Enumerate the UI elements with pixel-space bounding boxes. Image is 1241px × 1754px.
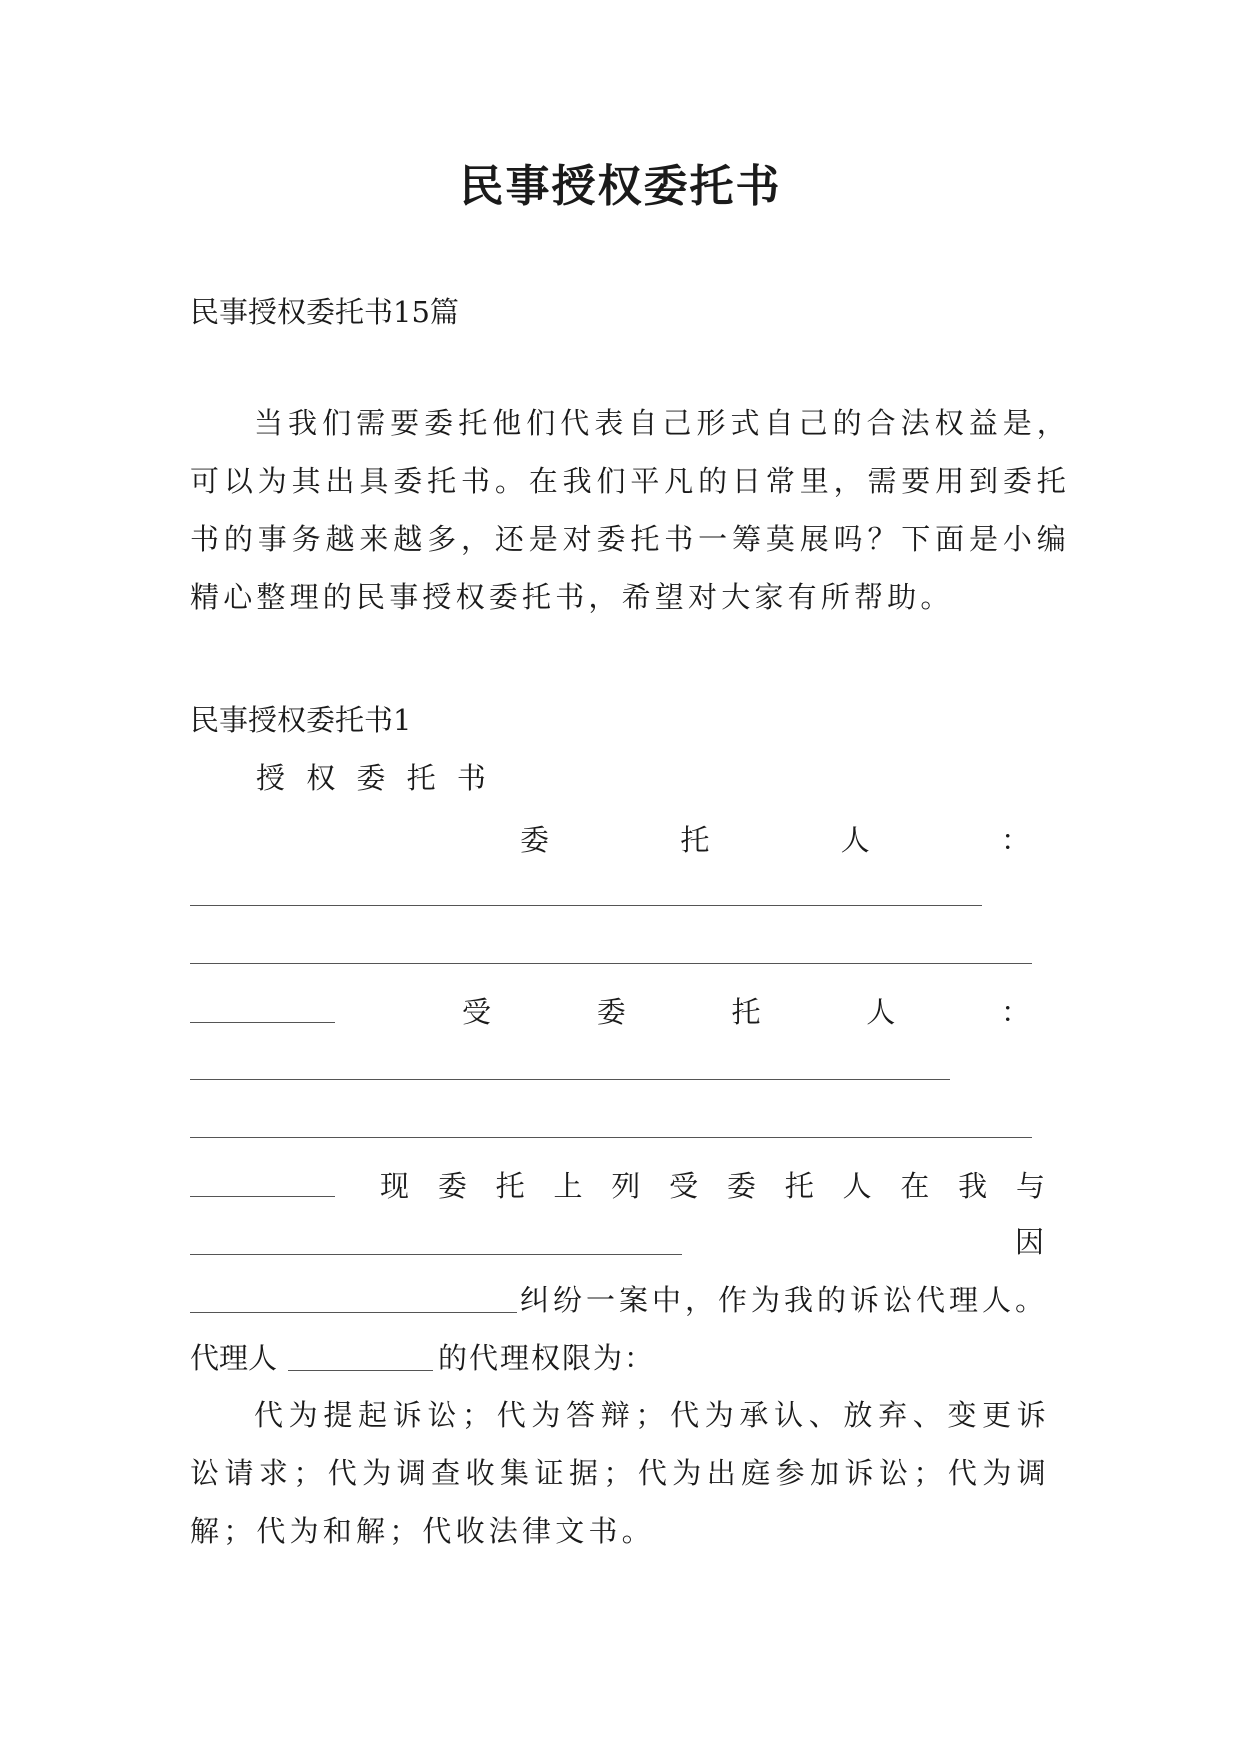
- agent-prefix: 代理人: [190, 1341, 278, 1375]
- agent-char: 受: [462, 994, 492, 1029]
- entrust-char: 人: [842, 1168, 872, 1203]
- intro-paragraph: 当我们需要委托他们代表自己形式自己的合法权益是，可以为其出具委托书。在我们平凡的日常里，需要用到委托书的事务越来越多，还是对委托书一筹莫展吗？下面是小编精心整理的民事授权委托书，希望对大家有所帮助。: [190, 406, 1070, 614]
- principal-blank-line-2[interactable]: [190, 963, 1032, 964]
- principal-char: 委: [520, 822, 550, 857]
- opponent-blank-line[interactable]: [190, 1254, 682, 1255]
- agent-char: 委: [596, 994, 626, 1029]
- powers-paragraph: 代为提起诉讼；代为答辩；代为承认、放弃、变更诉讼请求；代为调查收集证据；代为出庭参加诉讼；代为调解；代为和解；代收法律文书。: [190, 1398, 1050, 1548]
- entrust-char: 托: [784, 1168, 814, 1203]
- principal-char: 人: [840, 822, 870, 857]
- dispute-text: 纠纷一案中，作为我的诉讼代理人。: [520, 1283, 1049, 1317]
- entrust-char: 我: [958, 1168, 988, 1203]
- entrust-char: 委: [726, 1168, 756, 1203]
- agent-label: [462, 990, 1030, 1030]
- form-title: 授 权 委 托 书: [256, 761, 492, 795]
- agent-char: ：: [1000, 994, 1030, 1029]
- entrust-char: 列: [611, 1168, 641, 1203]
- section-heading: 民事授权委托书1: [190, 703, 412, 737]
- agent-blank-line-3[interactable]: [190, 1196, 335, 1197]
- document-title: 民事授权委托书: [459, 161, 782, 212]
- entrust-clause: [380, 1164, 1045, 1204]
- entrust-char: 与: [1015, 1168, 1045, 1203]
- entrust-char: 受: [669, 1168, 699, 1203]
- because-char: 因: [1015, 1225, 1045, 1259]
- principal-blank-line-3[interactable]: [190, 1022, 335, 1023]
- entrust-char: 在: [900, 1168, 930, 1203]
- entrust-char: 委: [437, 1168, 467, 1203]
- agent-char: 托: [731, 994, 761, 1029]
- agent-blank-line-1[interactable]: [190, 1079, 950, 1080]
- principal-char: ：: [1000, 822, 1030, 857]
- entrust-char: 托: [495, 1168, 525, 1203]
- agent-name-blank-line[interactable]: [288, 1370, 433, 1371]
- principal-char: 托: [680, 822, 710, 857]
- principal-blank-line-1[interactable]: [190, 905, 982, 906]
- agent-suffix: 的代理权限为：: [438, 1341, 656, 1375]
- principal-label: [520, 818, 1030, 858]
- agent-blank-line-2[interactable]: [190, 1137, 1032, 1138]
- dispute-blank-line[interactable]: [190, 1312, 517, 1313]
- entrust-char: 上: [553, 1168, 583, 1203]
- agent-char: 人: [866, 994, 896, 1029]
- document-subtitle: 民事授权委托书15篇: [190, 295, 459, 329]
- entrust-char: 现: [380, 1168, 410, 1203]
